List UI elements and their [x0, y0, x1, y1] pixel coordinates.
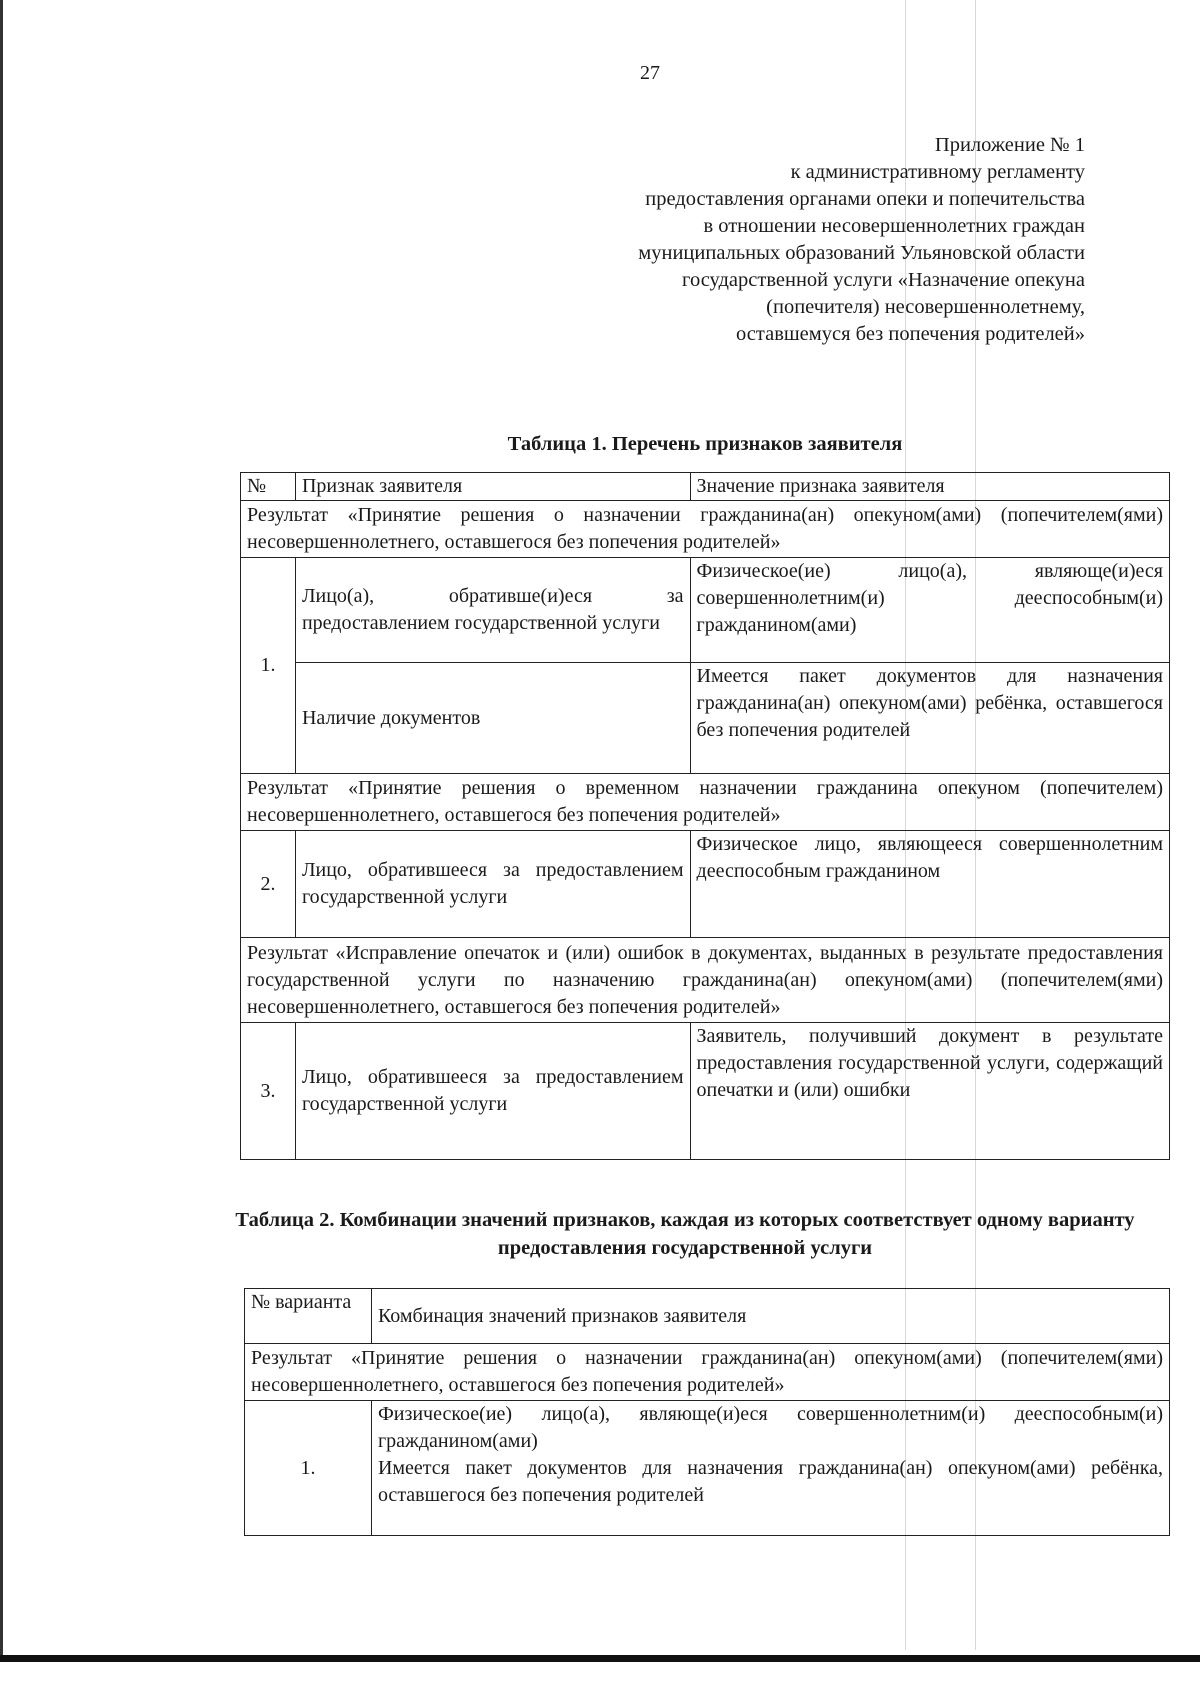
table1-applicant-signs — [240, 472, 1170, 1160]
value-cell: Имеется пакет документов для назначения гражданина(ан) опекуном(ами) ребёнка, оставшегося без попечения родителей — [690, 663, 1169, 774]
table-row — [241, 831, 1170, 938]
header-cell-number: № — [241, 473, 296, 501]
result-text: Результат «Принятие решения о временном назначении гражданина опекуном (попечителем) несовершеннолетнего, оставшегося без попечения родителей» — [241, 774, 1170, 831]
value-cell: Физическое лицо, являющееся совершеннолетним дееспособным гражданином — [690, 831, 1169, 938]
annex-line: предоставления органами опеки и попечительства — [645, 188, 1085, 210]
header-cell-variant: № варианта — [245, 1289, 372, 1344]
value-cell: Физическое(ие) лицо(а), являюще(и)еся совершеннолетним(и) дееспособным(и) гражданином(ами) — [690, 558, 1169, 663]
sign-cell: Лицо(а), обративше(и)еся за предоставлением государственной услуги — [295, 558, 690, 663]
value-cell: Заявитель, получивший документ в результате предоставления государственной услуги, содержащий опечатки и (или) ошибки — [690, 1023, 1169, 1160]
combination-line: Имеется пакет документов для назначения гражданина(ан) опекуном(ами) ребёнка, оставшегося без попечения родителей — [377, 1457, 1163, 1506]
result-text: Результат «Принятие решения о назначении гражданина(ан) опекуном(ами) (попечителем(ями) несовершеннолетнего, оставшегося без попечения родителей» — [245, 1344, 1170, 1401]
page-number: 27 — [640, 62, 660, 84]
sign-cell: Лицо, обратившееся за предоставлением государственной услуги — [295, 831, 690, 938]
scan-bottom-edge — [0, 1655, 1200, 1662]
table-header-row — [241, 473, 1170, 501]
annex-header — [465, 132, 1085, 348]
result-text: Результат «Исправление опечаток и (или) ошибок в документах, выданных в результате предоставления государственной услуги по назначению гражданина(ан) опекуном(ами) (попечителем(ями) несовершеннолетнего, оставшегося без попечения родителей» — [241, 938, 1170, 1023]
result-row — [241, 938, 1170, 1023]
table2-sign-combinations — [244, 1288, 1170, 1536]
annex-line: оставшемуся без попечения родителей» — [736, 323, 1085, 345]
table-header-row — [245, 1289, 1170, 1344]
table1-title: Таблица 1. Перечень признаков заявителя — [507, 433, 903, 455]
row-number: 1. — [245, 1401, 372, 1536]
table2-title: Таблица 2. Комбинации значений признаков, каждая из которых соответствует одному варианту предоставления государственной услуги — [235, 1209, 1135, 1259]
annex-line: Приложение № 1 — [934, 134, 1085, 156]
row-number: 3. — [241, 1023, 296, 1160]
annex-line: муниципальных образований Ульяновской области — [638, 242, 1085, 264]
table-row — [241, 663, 1170, 774]
combination-line: Физическое(ие) лицо(а), являюще(и)еся совершеннолетним(и) дееспособным(и) гражданином(ами) — [377, 1403, 1163, 1452]
sign-cell: Наличие документов — [295, 663, 690, 774]
combination-cell — [371, 1401, 1169, 1536]
annex-line: в отношении несовершеннолетних граждан — [703, 215, 1085, 237]
annex-line: к административному регламенту — [790, 161, 1085, 183]
table-row — [241, 558, 1170, 663]
sign-cell: Лицо, обратившееся за предоставлением государственной услуги — [295, 1023, 690, 1160]
result-text: Результат «Принятие решения о назначении гражданина(ан) опекуном(ами) (попечителем(ями) несовершеннолетнего, оставшегося без попечения родителей» — [241, 501, 1170, 558]
table-row — [241, 1023, 1170, 1160]
annex-line: государственной услуги «Назначение опекуна — [682, 269, 1085, 291]
annex-line: (попечителя) несовершеннолетнему, — [766, 296, 1085, 318]
table-row — [245, 1401, 1170, 1536]
row-number: 1. — [241, 558, 296, 774]
scan-left-edge — [0, 0, 3, 1662]
result-row — [241, 774, 1170, 831]
header-cell-sign: Признак заявителя — [295, 473, 690, 501]
row-number: 2. — [241, 831, 296, 938]
header-cell-combination: Комбинация значений признаков заявителя — [371, 1289, 1169, 1344]
header-cell-value: Значение признака заявителя — [690, 473, 1169, 501]
result-row — [245, 1344, 1170, 1401]
result-row — [241, 501, 1170, 558]
